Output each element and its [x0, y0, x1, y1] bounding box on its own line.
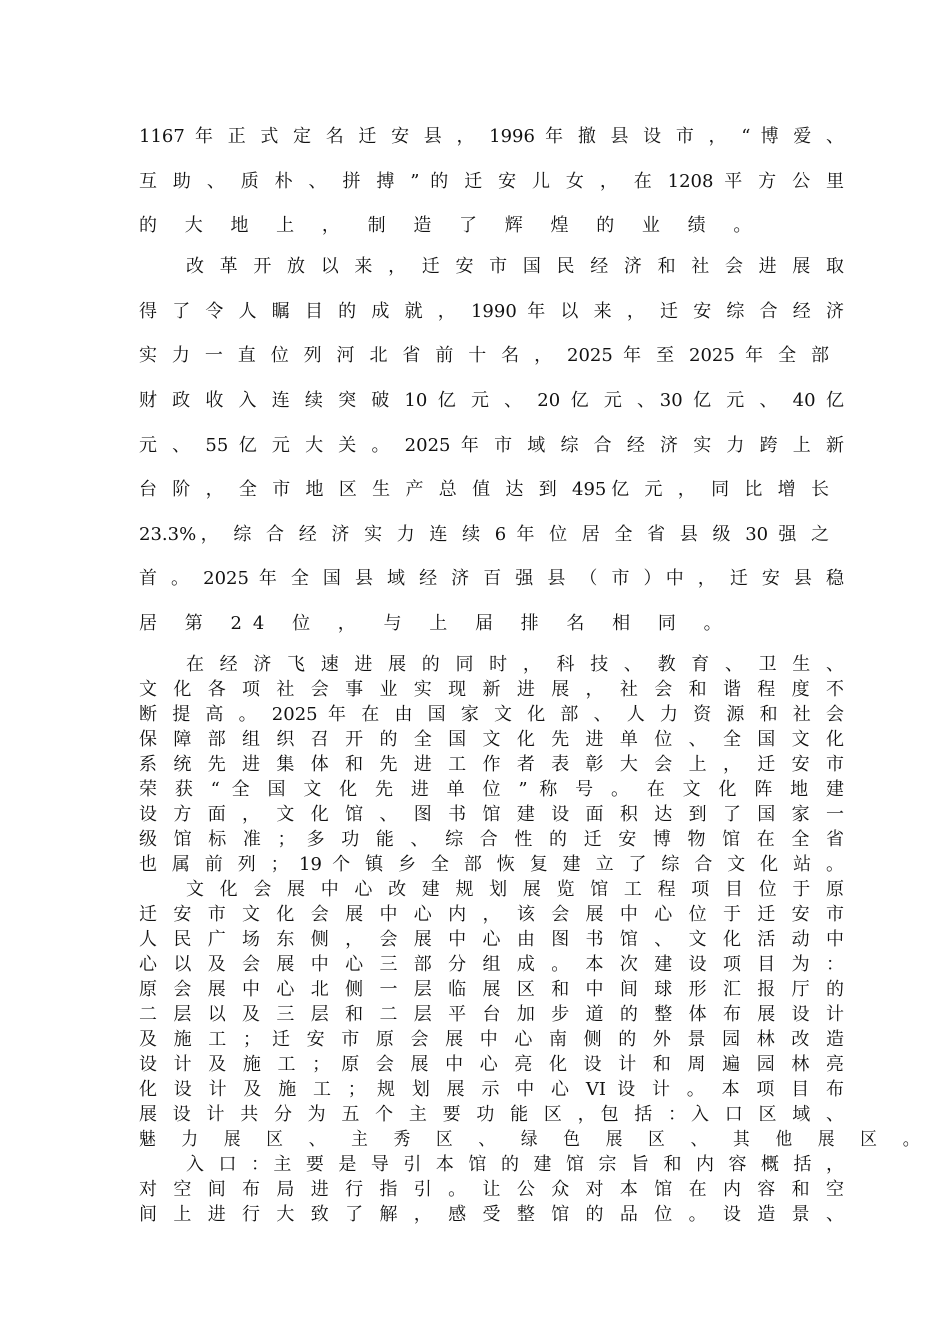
text-line: 财 政 收 入 连 续 突 破 10 亿 元 、 20 亿 元 、30 亿 元 、 40 亿: [139, 390, 844, 411]
text-line: 展 设 计 共 分 为 五 个 主 要 功 能 区 ，包 括 ：入 口 区 域 、: [139, 1104, 844, 1125]
text-line: 居 第 24 位 ， 与 上 届 排 名 相 同 。: [139, 613, 733, 634]
text-line: 级 馆 标 准 ； 多 功 能 、 综 合 性 的 迁 安 博 物 馆 在 全 省: [139, 829, 844, 850]
text-line: 入 口 ：主 要 是 导 引 本 馆 的 建 馆 宗 旨 和 内 容 概 括 ，: [186, 1154, 844, 1175]
text-line: 对 空 间 布 局 进 行 指 引 。 让 公 众 对 本 馆 在 内 容 和 空: [139, 1179, 844, 1200]
text-line: 也 属 前 列 ； 19 个 镇 乡 全 部 恢 复 建 立 了 综 合 文 化 站 。: [139, 854, 844, 875]
text-line: 设 计 及 施 工 ； 原 会 展 中 心 亮 化 设 计 和 周 遍 园 林 亮: [139, 1054, 844, 1075]
text-line: 文 化 会 展 中 心 改 建 规 划 展 览 馆 工 程 项 目 位 于 原: [186, 879, 844, 900]
text-line: 1167 年 正 式 定 名 迁 安 县 ， 1996 年 撤 县 设 市 ， “ 博 爱 、: [139, 126, 844, 147]
text-line: 改 革 开 放 以 来 ， 迁 安 市 国 民 经 济 和 社 会 进 展 取: [186, 256, 844, 277]
text-line: 首 。 2025 年 全 国 县 域 经 济 百 强 县 （ 市 ）中 ， 迁 安 县 稳: [139, 568, 844, 589]
text-line: 荣 获 “ 全 国 文 化 先 进 单 位 ” 称 号 。 在 文 化 阵 地 建: [139, 779, 844, 800]
text-line: 设 方 面 ， 文 化 馆 、 图 书 馆 建 设 面 积 达 到 了 国 家 一: [139, 804, 844, 825]
text-line: 迁 安 市 文 化 会 展 中 心 内 ， 该 会 展 中 心 位 于 迁 安 市: [139, 904, 844, 925]
text-line: 系 统 先 进 集 体 和 先 进 工 作 者 表 彰 大 会 上 ， 迁 安 市: [139, 754, 844, 775]
text-line: 互 助 、 质 朴 、 拼 搏 ” 的 迁 安 儿 女 ， 在 1208 平 方 公 里: [139, 171, 844, 192]
text-line: 魅 力 展 区 、 主 秀 区 、 绿 色 展 区 、 其 他 展 区 。: [139, 1129, 930, 1150]
text-line: 得 了 令 人 瞩 目 的 成 就 ， 1990 年 以 来 ， 迁 安 综 合 经 济: [139, 301, 844, 322]
text-line: 元 、 55 亿 元 大 关 。 2025 年 市 域 综 合 经 济 实 力 跨 上 新: [139, 435, 844, 456]
text-line: 心 以 及 会 展 中 心 三 部 分 组 成 。 本 次 建 设 项 目 为 ：: [139, 954, 844, 975]
text-line: 原 会 展 中 心 北 侧 一 层 临 展 区 和 中 间 球 形 汇 报 厅 的: [139, 979, 844, 1000]
text-line: 二 层 以 及 三 层 和 二 层 平 台 加 步 道 的 整 体 布 展 设 计: [139, 1004, 844, 1025]
text-line: 化 设 计 及 施 工 ； 规 划 展 示 中 心 VI 设 计 。 本 项 目 布: [139, 1079, 844, 1100]
text-line: 文 化 各 项 社 会 事 业 实 现 新 进 展 ， 社 会 和 谐 程 度 不: [139, 679, 844, 700]
text-line: 断 提 高 。 2025 年 在 由 国 家 文 化 部 、 人 力 资 源 和 社 会: [139, 704, 844, 725]
text-line: 实 力 一 直 位 列 河 北 省 前 十 名 ， 2025 年 至 2025 年 全 部: [139, 345, 829, 366]
text-line: 间 上 进 行 大 致 了 解 ， 感 受 整 馆 的 品 位 。 设 造 景 、: [139, 1204, 844, 1225]
text-line: 在 经 济 飞 速 进 展 的 同 时 ， 科 技 、 教 育 、 卫 生 、: [186, 654, 844, 675]
text-line: 及 施 工 ； 迁 安 市 原 会 展 中 心 南 侧 的 外 景 园 林 改 造: [139, 1029, 844, 1050]
text-line: 台 阶 ， 全 市 地 区 生 产 总 值 达 到 495亿 元 ， 同 比 增 长: [139, 479, 829, 500]
text-line: 人 民 广 场 东 侧 ， 会 展 中 心 由 图 书 馆 、 文 化 活 动 中: [139, 929, 844, 950]
text-line: 的 大 地 上 ， 制 造 了 辉 煌 的 业 绩 。: [139, 215, 763, 236]
text-line: 23.3%， 综 合 经 济 实 力 连 续 6 年 位 居 全 省 县 级 30 强 之: [139, 524, 829, 545]
text-line: 保 障 部 组 织 召 开 的 全 国 文 化 先 进 单 位 、 全 国 文 化: [139, 729, 844, 750]
